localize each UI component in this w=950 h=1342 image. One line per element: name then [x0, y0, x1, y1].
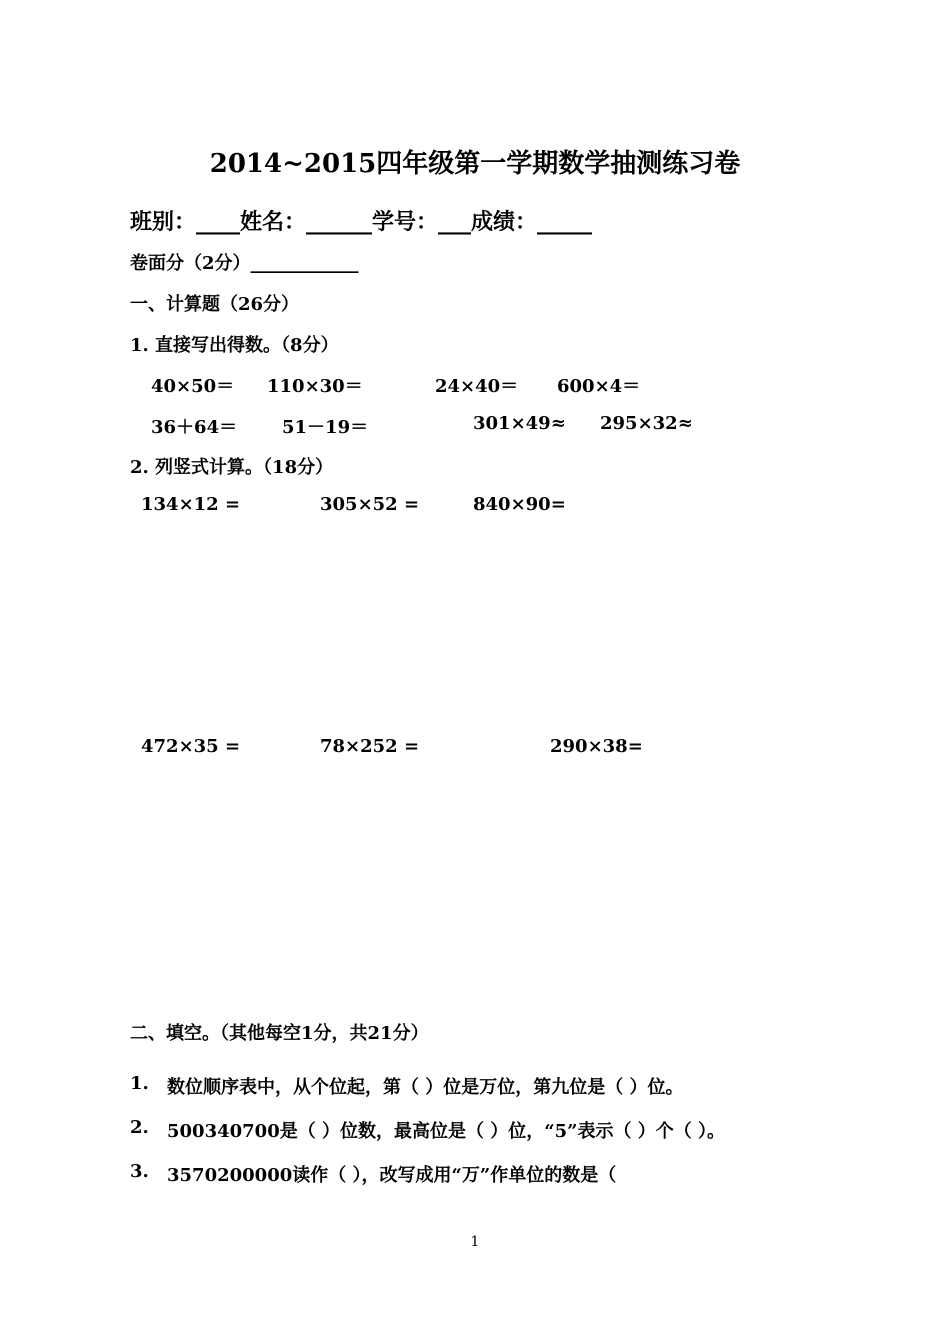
- q1-label: 1. 直接写出得数。（8分）: [130, 335, 339, 356]
- q1-problem: 295×32≈: [600, 413, 693, 434]
- q2-problem: 290×38=: [550, 736, 643, 757]
- q1-problem: 24×40＝: [435, 376, 519, 397]
- q2-label: 2. 列竖式计算。（18分）: [130, 457, 334, 478]
- q1-problem: 40×50＝: [151, 376, 235, 397]
- section2-heading: 二、填空。（其他每空1分，共21分）: [130, 1023, 429, 1044]
- fill-item-number: 2.: [130, 1117, 149, 1138]
- q1-problem: 600×4＝: [557, 376, 641, 397]
- fill-item-number: 1.: [130, 1073, 149, 1094]
- fill-item-number: 3.: [130, 1161, 149, 1182]
- q1-problem: 301×49≈: [473, 413, 566, 434]
- q1-problem: 51－19＝: [282, 417, 369, 438]
- fill-item-text: 500340700是（ ）位数，最高位是（ ）位，“5”表示（ ）个（ ）。: [167, 1121, 726, 1142]
- q2-problem: 840×90=: [473, 494, 566, 515]
- paper-score-line: 卷面分（2分）____________: [130, 253, 359, 274]
- q1-problem: 36＋64＝: [151, 417, 238, 438]
- page-title: 2014~2015四年级第一学期数学抽测练习卷: [209, 149, 741, 179]
- q2-problem: 134×12 =: [141, 494, 241, 515]
- q2-problem: 472×35 =: [141, 736, 241, 757]
- fill-item-text: 数位顺序表中，从个位起，第（ ）位是万位，第九位是（ ）位。: [167, 1077, 684, 1098]
- student-info-line: 班别：____姓名：______学号：___成绩：_____: [130, 209, 593, 235]
- q2-problem: 78×252 =: [320, 736, 420, 757]
- page-number: 1: [470, 1234, 480, 1250]
- q1-problem: 110×30＝: [267, 376, 363, 397]
- q2-problem: 305×52 =: [320, 494, 420, 515]
- fill-item-text: 3570200000读作（ ），改写成用“万”作单位的数是（: [167, 1165, 617, 1186]
- section1-heading: 一、计算题（26分）: [130, 294, 300, 315]
